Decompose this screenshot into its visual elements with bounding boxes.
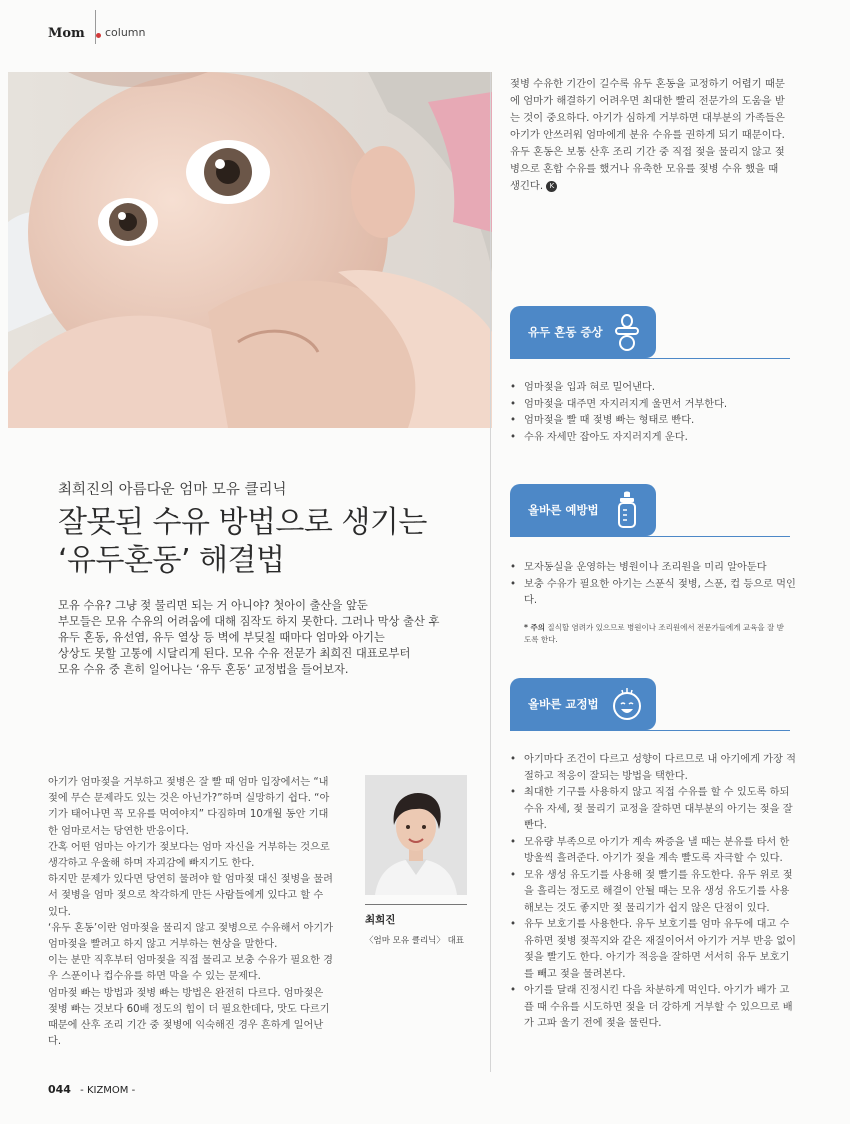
list-item: • 아기를 달래 진정시킨 다음 차분하게 먹인다. 아기가 배가 고플 때 수유를 시도하면 젖을 더 강하게 거부할 수 있으므로 배가 고파 울기 전에 젖을 물린다. <box>510 983 796 1033</box>
page-number: 044 <box>48 1083 71 1096</box>
prevention-list <box>510 560 796 610</box>
lead-line: 모유 수유? 그냥 젖 물리면 되는 거 아니야? 첫아이 출산을 앞둔 <box>58 599 368 612</box>
body-paragraph: ‘유두 혼동’이란 엄마젖을 물리지 않고 젖병으로 수유해서 아기가 엄마젖을 빨려고 하지 않고 거부하는 현상을 말한다. <box>48 922 334 951</box>
list-item: • 모유 생성 유도기를 사용해 젖 빨기를 유도한다. 유두 위로 젖을 흘리는 정도로 해결이 안될 때는 모유 생성 유도기를 사용해보는 것도 좋지만 젖 물리기가 쉽지 않은 단점이 있다. <box>510 868 796 918</box>
list-item: • 아기마다 조건이 다르고 성향이 다르므로 내 아기에게 가장 적절하고 적응이 잘되는 방법을 택한다. <box>510 752 796 785</box>
title-line-1: 잘못된 수유 방법으로 생기는 <box>58 505 427 540</box>
header-divider <box>95 10 96 44</box>
list-item: • 엄마젖을 빨 때 젖병 빠는 형태로 빤다. <box>510 413 796 430</box>
title-line-2: ‘유두혼동’ 해결법 <box>58 543 285 578</box>
page-footer <box>48 1083 135 1096</box>
correction-list <box>510 752 796 1033</box>
prevention-underline <box>510 536 790 537</box>
section-label: column <box>105 26 146 39</box>
symptoms-tab <box>510 306 656 358</box>
lead-line: 부모들은 모유 수유의 어려움에 대해 짐작도 하지 못한다. 그러나 막상 출산 후 <box>58 615 440 628</box>
baby-face-icon <box>610 684 644 724</box>
lead-line: 상상도 못할 고통에 시달리게 된다. 모유 수유 전문가 최희진 대표로부터 <box>58 647 411 660</box>
body-paragraph: 아기가 엄마젖을 거부하고 젖병은 잘 빨 때 엄마 입장에서는 “내 젖에 무슨 문제라도 있는 것은 아닌가?”하며 실망하기 쉽다. “아기가 태어나면 꼭 모유를 먹여야지” 다짐하며 10개월 동안 기대한 엄마로서는 당연한 반응이다. <box>48 777 330 837</box>
body-paragraph: 유두 혼동은 보통 산후 조리 기간 중 직접 젖을 물리지 않고 젖병으로 혼합 수유를 했거나 유축한 모유를 젖병 수유 했을 때 생긴다. K <box>510 146 785 192</box>
note-text: 질식할 염려가 있으므로 병원이나 조리원에서 전문가들에게 교육을 잘 받도록 한다. <box>524 623 784 644</box>
list-item: • 유두 보호기를 사용한다. 유두 보호기를 엄마 유두에 대고 수유하면 젖병 젖꼭지와 같은 재질이어서 아기가 거부 반응 없이 젖을 빨기도 한다. 아기가 적응을 잘하면 서서히 유두 보호기를 빼고 젖을 물려본다. <box>510 917 796 983</box>
list-item: • 엄마젖을 대주면 자지러지게 울면서 거부한다. <box>510 397 796 414</box>
list-item: • 엄마젖을 입과 혀로 밀어낸다. <box>510 380 796 397</box>
profile-role: 〈엄마 모유 클리닉〉 대표 <box>365 936 465 946</box>
symptoms-label: 유두 혼동 증상 <box>528 325 603 339</box>
end-mark-icon: K <box>546 181 557 192</box>
profile-name: 최희진 <box>365 914 396 926</box>
magazine-brand: Mom <box>48 26 85 41</box>
note-label: * 주의 <box>524 623 546 632</box>
list-item: • 최대한 기구를 사용하지 않고 직접 수유를 할 수 있도록 하되 수유 자세, 젖 물리기 교정을 잘하면 대부분의 아기는 젖을 잘 빤다. <box>510 785 796 835</box>
column-divider <box>490 72 491 1072</box>
list-item: • 모유량 부족으로 아기가 계속 짜증을 낼 때는 분유를 타서 한 방울씩 흘려준다. 아기가 젖을 계속 빨도록 자극할 수 있다. <box>510 835 796 868</box>
lead-line: 모유 수유 중 흔히 일어나는 ‘유두 혼동’ 교정법을 들어보자. <box>58 663 349 676</box>
list-item: • 보충 수유가 필요한 아기는 스푼식 젖병, 스푼, 컵 등으로 먹인다. <box>510 577 796 610</box>
pacifier-icon <box>610 312 644 352</box>
symptoms-underline <box>510 358 790 359</box>
prevention-tab <box>510 484 656 536</box>
body-paragraph: 젖병 수유한 기간이 길수록 유두 혼동을 교정하기 어렵기 때문에 엄마가 해결하기 어려우면 최대한 빨리 전문가의 도움을 받는 것이 중요하다. 아기가 심하게 거부하면 대부분의 가족들은 아기가 안쓰러워 엄마에게 분유 수유를 권하게 되기 때문이다. <box>510 78 785 141</box>
body-paragraph: 엄마젖 빠는 방법과 젖병 빠는 방법은 완전히 다르다. 엄마젖은 젖병 빠는 것보다 60배 정도의 힘이 더 필요한데다, 맛도 다르기 때문에 산후 조리 기간 중 젖병에 익숙해진 경우 흔하게 일어난다. <box>48 987 330 1048</box>
article-body <box>48 775 333 1050</box>
header-dot-icon <box>96 33 101 38</box>
right-column-text <box>510 76 790 195</box>
lead-line: 유두 혼동, 유선염, 유두 열상 등 벽에 부딪칠 때마다 엄마와 아기는 <box>58 631 385 644</box>
correction-underline <box>510 730 790 731</box>
prevention-note <box>524 622 784 646</box>
baby-bottle-icon <box>610 490 644 530</box>
hero-photo <box>8 72 492 428</box>
correction-tab <box>510 678 656 730</box>
list-item: • 수유 자세만 잡아도 자지러지게 운다. <box>510 430 796 447</box>
article-lead <box>58 598 453 678</box>
profile-photo <box>365 775 467 895</box>
body-paragraph: 하지만 문제가 있다면 당연히 물려야 할 엄마젖 대신 젖병을 물려서 젖병을 엄마 젖으로 착각하게 만든 사람들에게 있다고 할 수 있다. <box>48 874 334 918</box>
profile-divider <box>365 904 467 905</box>
prevention-label: 올바른 예방법 <box>528 503 599 517</box>
symptoms-list <box>510 380 796 446</box>
magazine-name: - KIZMOM - <box>80 1085 136 1096</box>
body-paragraph: 이는 분만 직후부터 엄마젖을 직접 물리고 보충 수유가 필요한 경우 스푼이나 컵수유를 하면 막을 수 있는 문제다. <box>48 955 334 983</box>
article-title <box>58 504 427 580</box>
correction-label: 올바른 교정법 <box>528 697 599 711</box>
body-paragraph: 간혹 어떤 엄마는 아기가 젖보다는 엄마 자신을 거부하는 것으로 생각하고 우울해 하며 자괴감에 빠지기도 한다. <box>48 841 330 870</box>
list-item: • 모자동실을 운영하는 병원이나 조리원을 미리 알아둔다 <box>510 560 796 577</box>
article-kicker: 최희진의 아름다운 엄마 모유 클리닉 <box>58 482 287 498</box>
